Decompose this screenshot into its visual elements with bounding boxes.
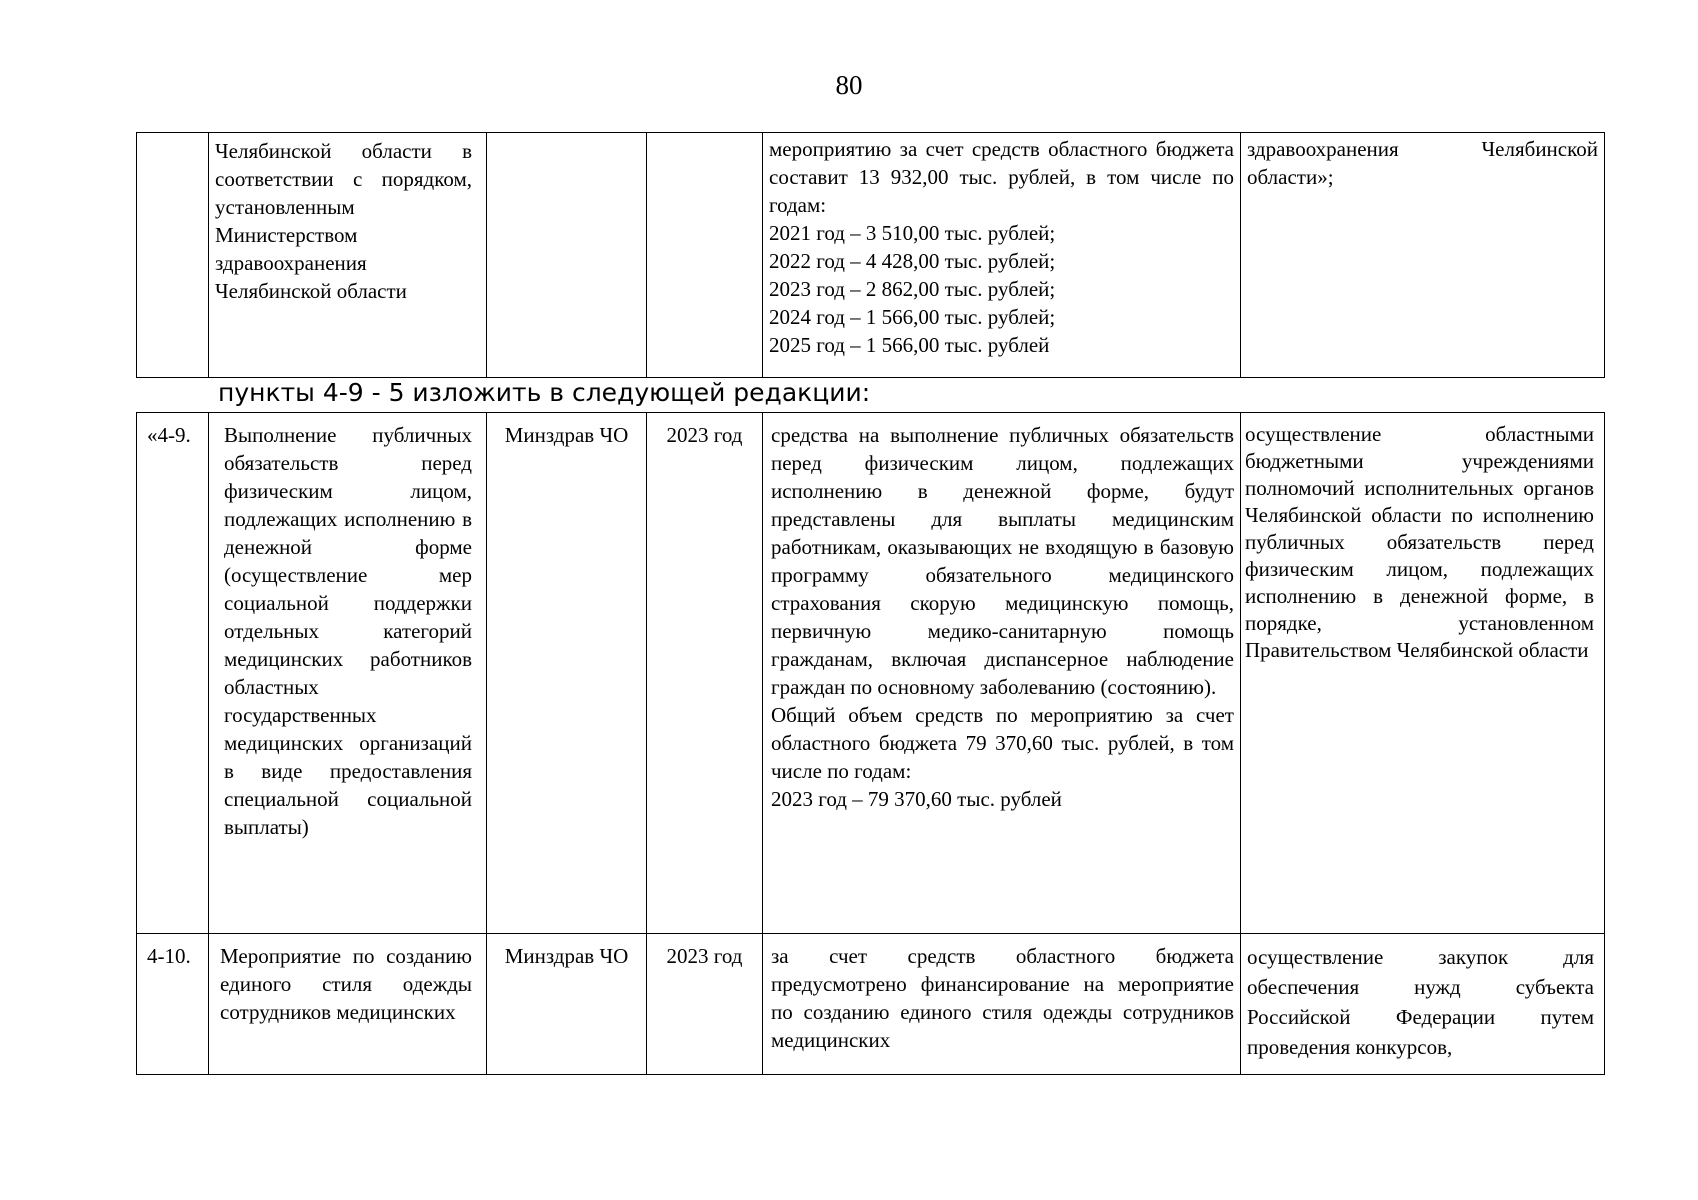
row-name: Мероприятие по созданию единого стиля одежды сотрудников медицинских [220,944,472,1024]
cell-result [1241,413,1605,934]
description-line: средства на выполнение публичных обязательств перед физическим лицом, подлежащих исполнению в денежной форме, будут представлены для выплаты медицинским работникам, оказывающих не входящую в базовую программу обязательного медицинского страхования скорую медицинскую помощь, первичную медико-санитарную помощь гражданам, включая диспансерное наблюдение граждан по основному заболеванию (состоянию). [771,423,1234,699]
row-number: 4-10. [147,944,191,968]
description-line: 2023 год – 79 370,60 тыс. рублей [771,787,1062,811]
row-executor: Минздрав ЧО [504,944,629,968]
cell-name [209,133,487,378]
page-number: 80 [835,70,863,100]
description-line: 2023 год – 2 862,00 тыс. рублей; [769,277,1056,301]
description-line: 2024 год – 1 566,00 тыс. рублей; [769,305,1056,329]
continuation-table [136,132,1605,378]
cell-result-text: здравоохранения Челябинской области»; [1247,137,1598,189]
cell-description [763,413,1241,934]
cell-description [763,934,1241,1075]
cell-num [137,133,209,378]
cell-name [209,413,487,934]
row-name: Выполнение публичных обязательств перед физическим лицом, подлежащих исполнению в денежной форме (осуществление мер социальной поддержки отдельных категорий медицинских работников областных государственных медицинских организаций в виде предоставления специальной социальной выплаты) [224,423,472,839]
table-row [137,934,1605,1075]
cell-name [209,934,487,1075]
cell-executor [487,133,647,378]
description-line: мероприятию за счет средств областного бюджета составит 13 932,00 тыс. рублей, в том числе по годам: [769,137,1234,217]
row-year: 2023 год [666,423,743,447]
cell-year [647,413,763,934]
cell-year [647,934,763,1075]
cell-result [1241,934,1605,1075]
row-result: осуществление закупок для обеспечения нужд субъекта Российской Федерации путем проведения конкурсов, [1247,945,1594,1059]
description-line: 2022 год – 4 428,00 тыс. рублей; [769,249,1056,273]
row-executor: Минздрав ЧО [504,423,629,447]
cell-year [647,133,763,378]
cell-executor [487,413,647,934]
description-line: 2021 год – 3 510,00 тыс. рублей; [769,221,1056,245]
main-table [136,412,1605,1075]
cell-num [137,413,209,934]
cell-description [763,133,1241,378]
cell-name-text: Челябинской области в соответствии с порядком, установленным Министерством здравоохранения Челябинской области [215,139,472,303]
row-year: 2023 год [666,944,743,968]
description-line: за счет средств областного бюджета предусмотрено финансирование на мероприятие по созданию единого стиля одежды сотрудников медицинских [771,944,1234,1052]
description-line: Общий объем средств по мероприятию за счет областного бюджета 79 370,60 тыс. рублей, в том числе по годам: [771,703,1234,783]
cell-result [1241,133,1605,378]
table-row [137,133,1605,378]
row-number: «4-9. [147,423,191,447]
table-row [137,413,1605,934]
cell-num [137,934,209,1075]
instruction-text: пункты 4-9 - 5 изложить в следующей редакции: [218,378,871,407]
cell-executor [487,934,647,1075]
row-result: осуществление областными бюджетными учреждениями полномочий исполнительных органов Челябинской области по исполнению публичных обязательств перед физическим лицом, подлежащих исполнению в денежной форме, в порядке, установленном Правительством Челябинской области [1245,422,1594,662]
description-line: 2025 год – 1 566,00 тыс. рублей [769,333,1050,357]
